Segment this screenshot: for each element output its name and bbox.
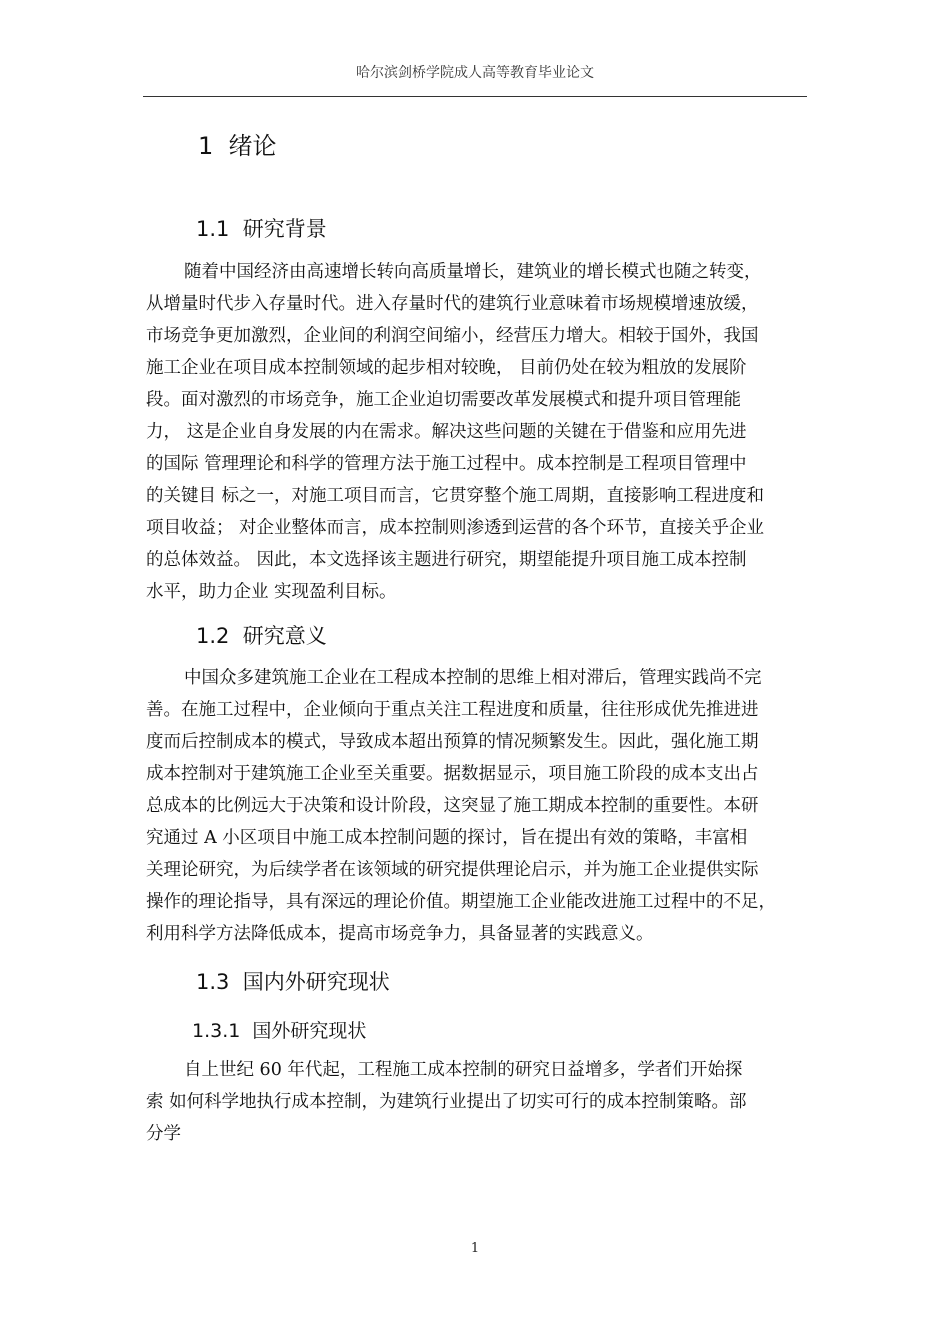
paragraph-line: 的关键目 标之一，对施工项目而言，它贯穿整个施工周期，直接影响工程进度和 bbox=[146, 486, 765, 506]
section-heading-background: 1.1 研究背景 bbox=[196, 217, 327, 241]
paragraph-line: 总成本的比例远大于决策和设计阶段，这突显了施工期成本控制的重要性。本研 bbox=[146, 796, 759, 816]
paragraph-line: 关理论研究，为后续学者在该领域的研究提供理论启示，并为施工企业提供实际 bbox=[146, 860, 759, 880]
chapter-title: 1 绪论 bbox=[198, 132, 277, 160]
paragraph-line: 分学 bbox=[146, 1124, 181, 1144]
paragraph-line: 成本控制对于建筑施工企业至关重要。据数据显示，项目施工阶段的成本支出占 bbox=[146, 764, 759, 784]
paragraph-line: 善。在施工过程中，企业倾向于重点关注工程进度和质量，往往形成优先推进进 bbox=[146, 700, 759, 720]
section-heading-significance: 1.2 研究意义 bbox=[196, 624, 327, 648]
paragraph-line: 操作的理论指导，具有深远的理论价值。期望施工企业能改进施工过程中的不足， bbox=[146, 892, 776, 912]
paragraph-line: 中国众多建筑施工企业在工程成本控制的思维上相对滞后，管理实践尚不完 bbox=[184, 668, 762, 688]
running-header: 哈尔滨剑桥学院成人高等教育毕业论文 bbox=[356, 65, 594, 81]
subsection-heading-foreign-research: 1.3.1 国外研究现状 bbox=[192, 1020, 367, 1042]
paragraph-line: 市场竞争更加激烈，企业间的利润空间缩小，经营压力增大。相较于国外，我国 bbox=[146, 326, 759, 346]
paragraph-line: 自上世纪 60 年代起，工程施工成本控制的研究日益增多，学者们开始探 bbox=[184, 1060, 743, 1080]
paragraph-line: 的国际 管理理论和科学的管理方法于施工过程中。成本控制是工程项目管理中 bbox=[146, 454, 747, 474]
section-heading-research-status: 1.3 国内外研究现状 bbox=[196, 970, 390, 994]
paragraph-line: 项目收益； 对企业整体而言，成本控制则渗透到运营的各个环节，直接关乎企业 bbox=[146, 518, 765, 538]
paragraph-significance bbox=[146, 662, 816, 950]
header-divider bbox=[143, 96, 807, 97]
paragraph-line: 施工企业在项目成本控制领域的起步相对较晚， 目前仍处在较为粗放的发展阶 bbox=[146, 358, 747, 378]
page-number: 1 bbox=[470, 1241, 480, 1256]
paragraph-line: 水平，助力企业 实现盈利目标。 bbox=[146, 582, 397, 602]
paragraph-line: 随着中国经济由高速增长转向高质量增长，建筑业的增长模式也随之转变， bbox=[184, 262, 762, 282]
paragraph-line: 从增量时代步入存量时代。进入存量时代的建筑行业意味着市场规模增速放缓， bbox=[146, 294, 759, 314]
paragraph-line: 利用科学方法降低成本，提高市场竞争力，具备显著的实践意义。 bbox=[146, 924, 654, 944]
paragraph-background bbox=[146, 256, 816, 608]
paragraph-line: 索 如何科学地执行成本控制，为建筑行业提出了切实可行的成本控制策略。部 bbox=[146, 1092, 747, 1112]
paragraph-line: 究通过 A 小区项目中施工成本控制问题的探讨，旨在提出有效的策略，丰富相 bbox=[146, 828, 748, 848]
paragraph-foreign-research bbox=[146, 1054, 816, 1150]
paragraph-line: 力， 这是企业自身发展的内在需求。解决这些问题的关键在于借鉴和应用先进 bbox=[146, 422, 747, 442]
paragraph-line: 段。面对激烈的市场竞争，施工企业迫切需要改革发展模式和提升项目管理能 bbox=[146, 390, 741, 410]
paragraph-line: 度而后控制成本的模式，导致成本超出预算的情况频繁发生。因此，强化施工期 bbox=[146, 732, 759, 752]
paragraph-line: 的总体效益。 因此，本文选择该主题进行研究，期望能提升项目施工成本控制 bbox=[146, 550, 747, 570]
